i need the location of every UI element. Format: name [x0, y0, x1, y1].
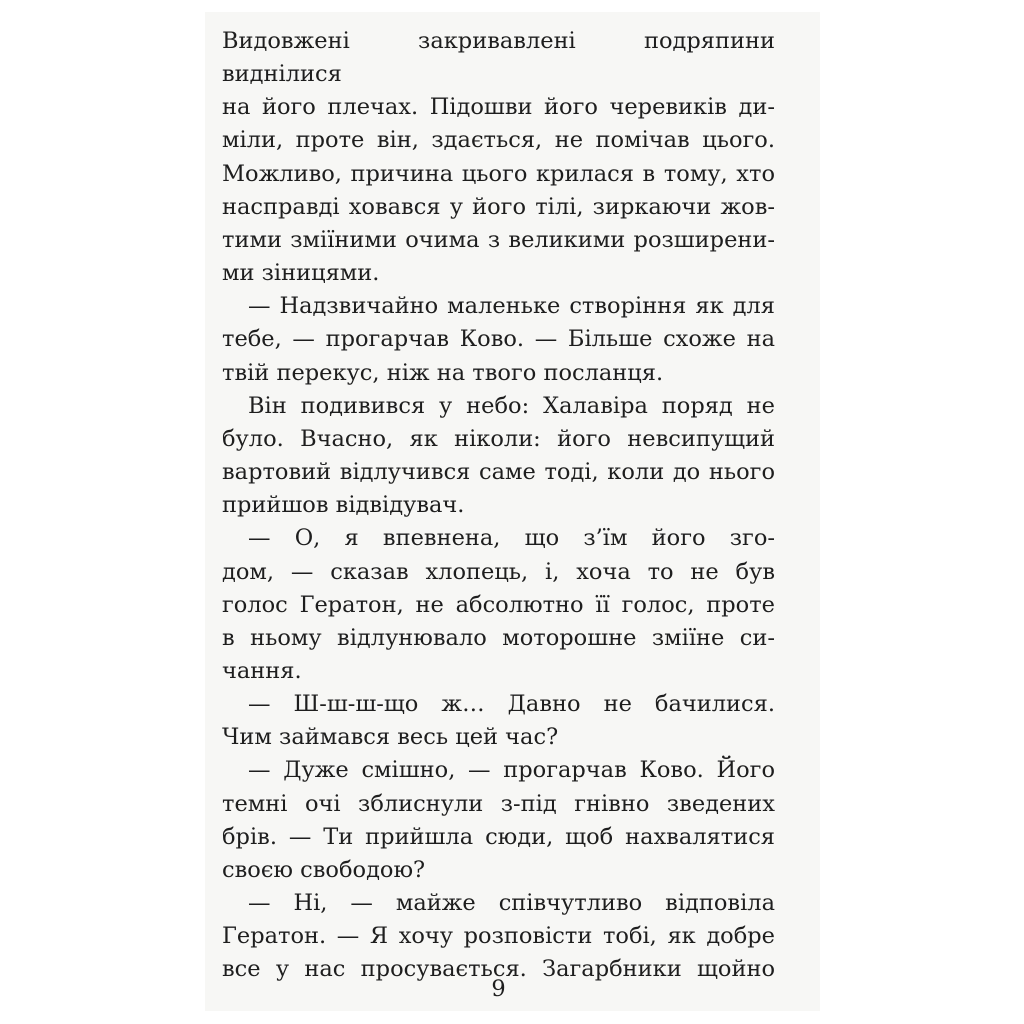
text-line: Можливо, причина цього крилася в тому, хто	[222, 160, 775, 187]
paragraph	[222, 290, 775, 389]
paragraph	[222, 754, 775, 887]
text-line: Гератон. — Я хочу розповісти тобі, як добре	[222, 923, 775, 950]
text-line: — Ш-ш-ш-що ж… Давно не бачилися.	[248, 691, 775, 718]
text-line: — О, я впевнена, що з’їм його зго-	[248, 525, 775, 552]
text-line: твій перекус, ніж на твого посланця.	[222, 359, 664, 386]
page-number: 9	[491, 976, 506, 1002]
text-line: в ньому відлунювало моторошне зміїне си-	[222, 624, 775, 651]
text-line: тебе, — прогарчав Ково. — Більше схоже на	[222, 326, 775, 353]
text-line: — Ні, — майже співчутливо відповіла	[248, 890, 775, 917]
text-line: ми зіницями.	[222, 260, 380, 287]
text-line: — Дуже смішно, — прогарчав Ково. Його	[248, 757, 775, 784]
text-line: прийшов відвідувач.	[222, 492, 465, 519]
page-text	[222, 25, 775, 987]
text-line: чання.	[222, 657, 302, 684]
text-line: Чим займався весь цей час?	[222, 724, 559, 751]
text-line: було. Вчасно, як ніколи: його невсипущий	[222, 425, 775, 452]
text-line: міли, проте він, здається, не помічав цього.	[222, 127, 775, 154]
text-line: своєю свободою?	[222, 856, 426, 883]
paragraph	[222, 390, 775, 523]
paragraph	[222, 522, 775, 688]
text-line: брів. — Ти прийшла сюди, щоб нахвалятися	[222, 823, 775, 850]
paragraph	[222, 688, 775, 754]
text-line: Він подивився у небо: Халавіра поряд не	[248, 392, 775, 419]
text-line: вартовий відлучився саме тоді, коли до нього	[222, 459, 775, 486]
paragraph	[222, 25, 775, 290]
text-line: насправді ховався у його тілі, зиркаючи жов-	[222, 193, 775, 220]
text-line: дом, — сказав хлопець, і, хоча то не був	[222, 558, 775, 585]
paragraph	[222, 887, 775, 986]
book-page	[205, 12, 820, 1011]
text-line: — Надзвичайно маленьке створіння як для	[248, 293, 775, 320]
text-line: темні очі зблиснули з-під гнівно зведених	[222, 790, 775, 817]
text-line: на його плечах. Підошви його черевиків ди-	[222, 94, 775, 121]
text-line: все у нас просувається. Загарбники щойно	[222, 956, 775, 983]
text-line: Видовжені закривавлені подряпини виднілися	[222, 28, 775, 88]
text-line: тими зміїними очима з великими розширени-	[222, 226, 775, 253]
text-line: голос Гератон, не абсолютно її голос, проте	[222, 591, 775, 618]
